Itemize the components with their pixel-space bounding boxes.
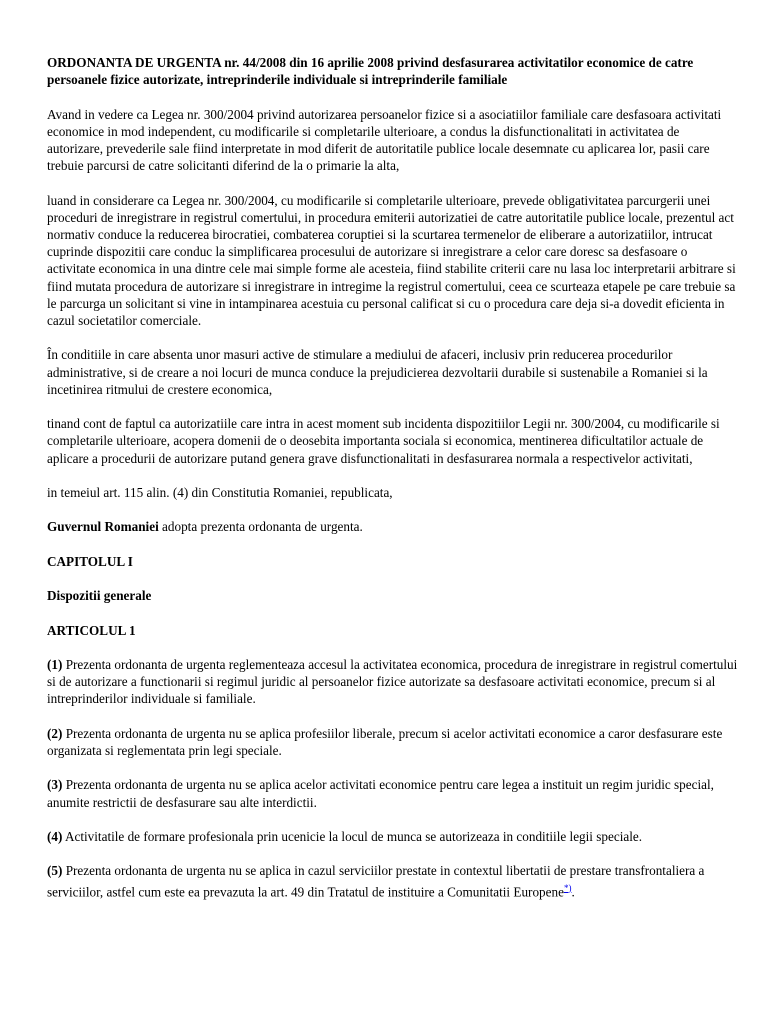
paragraph-number: (5) — [47, 863, 63, 879]
preamble-paragraph-1: Avand in vedere ca Legea nr. 300/2004 privind autorizarea persoanelor fizice si a asociatiilor familiale care desfasoara activitati economice in mod independent, cu modificarile si completarile ulterioare, a condus la disfunctionalitati in activitatea de autorizare, prevederile sale fiind interpretate in mod diferit de autoritatile publice locale desemnate cu aplicarea lor, pasii care trebuie parcursi de catre solicitanti diferind de la o primarie la alta, — [47, 106, 722, 174]
document-title: ORDONANTA DE URGENTA nr. 44/2008 din 16 aprilie 2008 privind desfasurarea activitatilor economice de catre persoanele fizice autorizate, intreprinderile individuale si intreprinderile familiale — [47, 55, 694, 88]
adoption-statement — [47, 518, 738, 535]
preamble-paragraph-3: În conditiile in care absenta unor masuri active de stimulare a mediului de afaceri, inclusiv prin reducerea procedurilor administrative, si de creare a noi locuri de munca conduce la prejudicierea dezvoltarii durabile si sustenabile a Romaniei si la incetinirea ritmului de crestere economica, — [47, 347, 708, 397]
paragraph-number: (2) — [47, 725, 63, 741]
paragraph-text: Prezenta ordonanta de urgenta nu se aplica profesiilor liberale, precum si acelor activitati economice a caror desfasurare este organizata si reglementata prin legi speciale. — [47, 725, 723, 758]
chapter-heading: CAPITOLUL I — [47, 553, 133, 569]
paragraph-text: Activitatile de formare profesionala prin ucenicie la locul de munca se autorizeaza in conditiile legii speciale. — [62, 828, 643, 844]
preamble-paragraph-4: tinand cont de faptul ca autorizatiile care intra in acest moment sub incidenta dispozitiilor Legii nr. 300/2004, cu modificarile si completarile ulterioare, acopera domenii de o deosebita importanta sociala si economica, mentinerea dificultatilor actuale de aplicare a procedurii de autorizare putand genera grave disfunctionalitati in desfasurarea normala a respectivelor activitati, — [47, 416, 720, 466]
preamble-paragraph-5: in temeiul art. 115 alin. (4) din Constitutia Romaniei, republicata, — [47, 485, 393, 500]
paragraph-number: (3) — [47, 777, 63, 793]
article-paragraph-2 — [47, 725, 738, 759]
paragraph-text: Prezenta ordonanta de urgenta nu se aplica in cazul serviciilor prestate in contextul libertatii de prestare transfrontaliera a serviciilor, astfel cum este ea prevazuta la art. 49 din Tratatul de instituire a Comunitatii Europene — [47, 863, 705, 899]
article-paragraph-1 — [47, 656, 738, 708]
paragraph-number: (4) — [47, 828, 63, 844]
article-paragraph-3 — [47, 776, 738, 810]
chapter-title: Dispozitii generale — [47, 588, 152, 604]
paragraph-text: Prezenta ordonanta de urgenta nu se aplica acelor activitati economice pentru care legea a instituit un regim juridic special, anumite restrictii de desfasurare sau alte interdictii. — [47, 777, 714, 810]
article-paragraph-4 — [47, 828, 738, 845]
footnote-link[interactable]: *) — [563, 882, 572, 893]
preamble-paragraph-2: luand in considerare ca Legea nr. 300/2004, cu modificarile si completarile ulterioare, prevede obligativitatea parcurgerii unei proceduri de inregistrare in registrul comertului, in procedura emiterii autorizatiei de catre autoritatile publice locale, prezentul act normativ conduce la reducerea birocratiei, combaterea coruptiei si la scurtarea termenelor de eliberare a autorizatiilor, intrucat cuprinde dispozitii care conduc la simplificarea procesului de autorizare si inregistrare a celor care doresc sa desfasoare o activitate economica in una dintre cele mai simple forme ale acesteia, fiind stabilite criterii care nu lasa loc interpretarii arbitrare si fiind mutata procedura de autorizare si inregistrare in intregime la registrul comertului, ceea ce scurteaza etapele pe care trebuie sa le parcurga un solicitant si vine in intampinarea acestuia cu personal calificat si cu o procedura care deja si-a dovedit eficienta in cazul societatilor comerciale. — [47, 192, 736, 329]
paragraph-end: . — [571, 883, 575, 899]
article-heading: ARTICOLUL 1 — [47, 622, 136, 638]
paragraph-text: Prezenta ordonanta de urgenta reglementeaza accesul la activitatea economica, procedura de inregistrare in registrul comertului si de autorizare a functionarii si regimul juridic al persoanelor fizice autorizate sa desfasoare activitati economice, precum si al intreprinderilor individuale si familiale. — [47, 656, 738, 707]
adoption-text: adopta prezenta ordonanta de urgenta. — [158, 519, 363, 535]
government-name: Guvernul Romaniei — [47, 519, 159, 535]
paragraph-number: (1) — [47, 656, 63, 672]
article-paragraph-5 — [47, 862, 738, 900]
